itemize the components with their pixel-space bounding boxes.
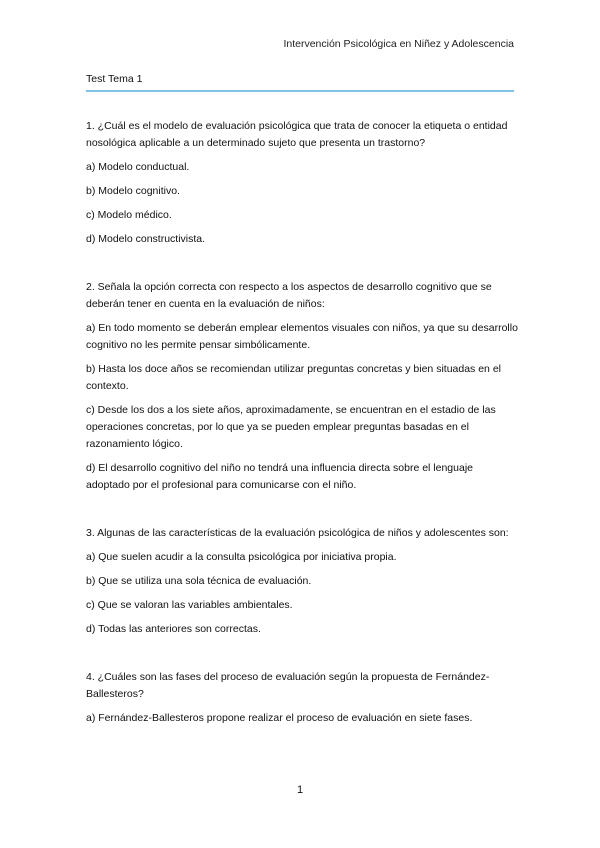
option-c: c) Que se valoran las variables ambientales. xyxy=(86,599,293,611)
question-text: 2. Señala la opción correcta con respecto a los aspectos de desarrollo cognitivo que se deberán tener en cuenta en la evaluación de niños: xyxy=(86,281,492,310)
option-d: d) El desarrollo cognitivo del niño no tendrá una influencia directa sobre el lenguaje adoptado por el profesional para comunicarse con el niño. xyxy=(86,462,473,491)
option-c: c) Desde los dos a los siete años, aproximadamente, se encuentran en el estadio de las operaciones concretas, por lo que ya se pueden emplear preguntas basadas en el razonamiento lógico. xyxy=(86,404,496,450)
question-3 xyxy=(86,525,518,638)
question-text: 1. ¿Cuál es el modelo de evaluación psicológica que trata de conocer la etiqueta o entidad nosológica aplicable a un determinado sujeto que presenta un trastorno? xyxy=(86,120,508,149)
question-4 xyxy=(86,669,518,727)
option-a: a) Fernández-Ballesteros propone realizar el proceso de evaluación en siete fases. xyxy=(86,712,473,724)
option-c: c) Modelo médico. xyxy=(86,209,172,221)
header-rule xyxy=(86,90,514,92)
page-number: 1 xyxy=(296,784,304,796)
running-header: Intervención Psicológica en Niñez y Adolescencia xyxy=(283,38,514,50)
option-a: a) Modelo conductual. xyxy=(86,161,190,173)
spacer xyxy=(86,255,518,279)
spacer xyxy=(86,501,518,525)
option-a: a) En todo momento se deberán emplear elementos visuales con niños, ya que su desarrollo cognitivo no les permite pensar simbólicamente. xyxy=(86,322,518,351)
question-1 xyxy=(86,118,518,248)
question-2 xyxy=(86,279,518,494)
option-a: a) Que suelen acudir a la consulta psicológica por iniciativa propia. xyxy=(86,551,397,563)
option-b: b) Que se utiliza una sola técnica de evaluación. xyxy=(86,575,312,587)
option-b: b) Hasta los doce años se recomiendan utilizar preguntas concretas y bien situadas en el contexto. xyxy=(86,363,501,392)
option-d: d) Modelo constructivista. xyxy=(86,233,206,245)
questions-list xyxy=(86,118,518,734)
question-text: 4. ¿Cuáles son las fases del proceso de evaluación según la propuesta de Fernández-Ballesteros? xyxy=(86,671,490,700)
test-title: Test Tema 1 xyxy=(86,73,143,85)
question-text: 3. Algunas de las características de la evaluación psicológica de niños y adolescentes son: xyxy=(86,527,509,539)
option-b: b) Modelo cognitivo. xyxy=(86,185,180,197)
option-d: d) Todas las anteriores son correctas. xyxy=(86,623,261,635)
spacer xyxy=(86,645,518,669)
